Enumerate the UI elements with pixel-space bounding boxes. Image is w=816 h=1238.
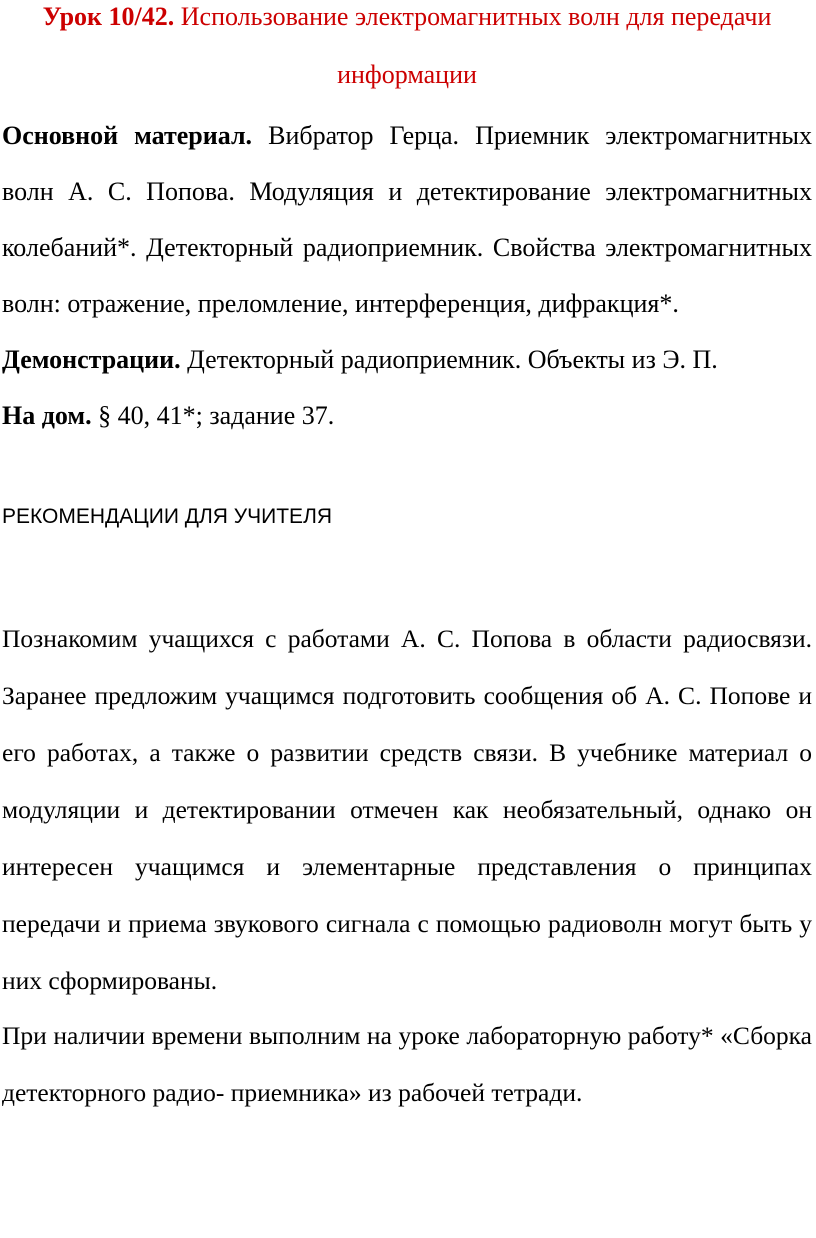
recommendations-body: [2, 610, 812, 1121]
main-material-paragraph: [2, 108, 812, 332]
homework-paragraph: [2, 388, 812, 444]
recommendations-paragraph-1: Познакомим учащихся с работами А. С. Попова в области радиосвязи. Заранее предложим учащимся подготовить сообщения об А. С. Попове и его работах, а также о развитии средств связи. В учебнике материал о модуляции и детектировании отмечен как необязательный, однако он интересен учащимся и элементарные представления о принципах передачи и приема звукового сигнала с помощью радиоволн могут быть у них сформированы.: [2, 624, 812, 995]
lesson-topic: Использование электромагнитных волн для передачи информации: [180, 2, 772, 89]
main-material-label: Основной материал.: [2, 121, 253, 150]
homework-text: § 40, 41*; задание 37.: [98, 401, 335, 430]
lesson-number: Урок 10/42.: [42, 2, 175, 31]
lesson-title: [2, 0, 812, 104]
recommendations-heading: РЕКОМЕНДАЦИИ ДЛЯ УЧИТЕЛЯ: [2, 505, 333, 528]
recommendations-paragraph-2: При наличии времени выполним на уроке лабораторную работу* «Сборка детекторного радио- приемника» из рабочей тетради.: [2, 1021, 812, 1107]
demonstrations-label: Демонстрации.: [2, 345, 181, 374]
homework-label: На дом.: [2, 401, 92, 430]
demonstrations-text: Детекторный радиоприемник. Объекты из Э. П.: [187, 345, 718, 374]
main-material-text: Вибратор Герца. Приемник электромагнитных волн А. С. Попова. Модуляция и детектирование электромагнитных колебаний*. Детекторный радиоприемник. Свойства электромагнитных волн: отражение, преломление, интерференция, дифракция*.: [2, 121, 813, 318]
demonstrations-paragraph: [2, 332, 812, 388]
